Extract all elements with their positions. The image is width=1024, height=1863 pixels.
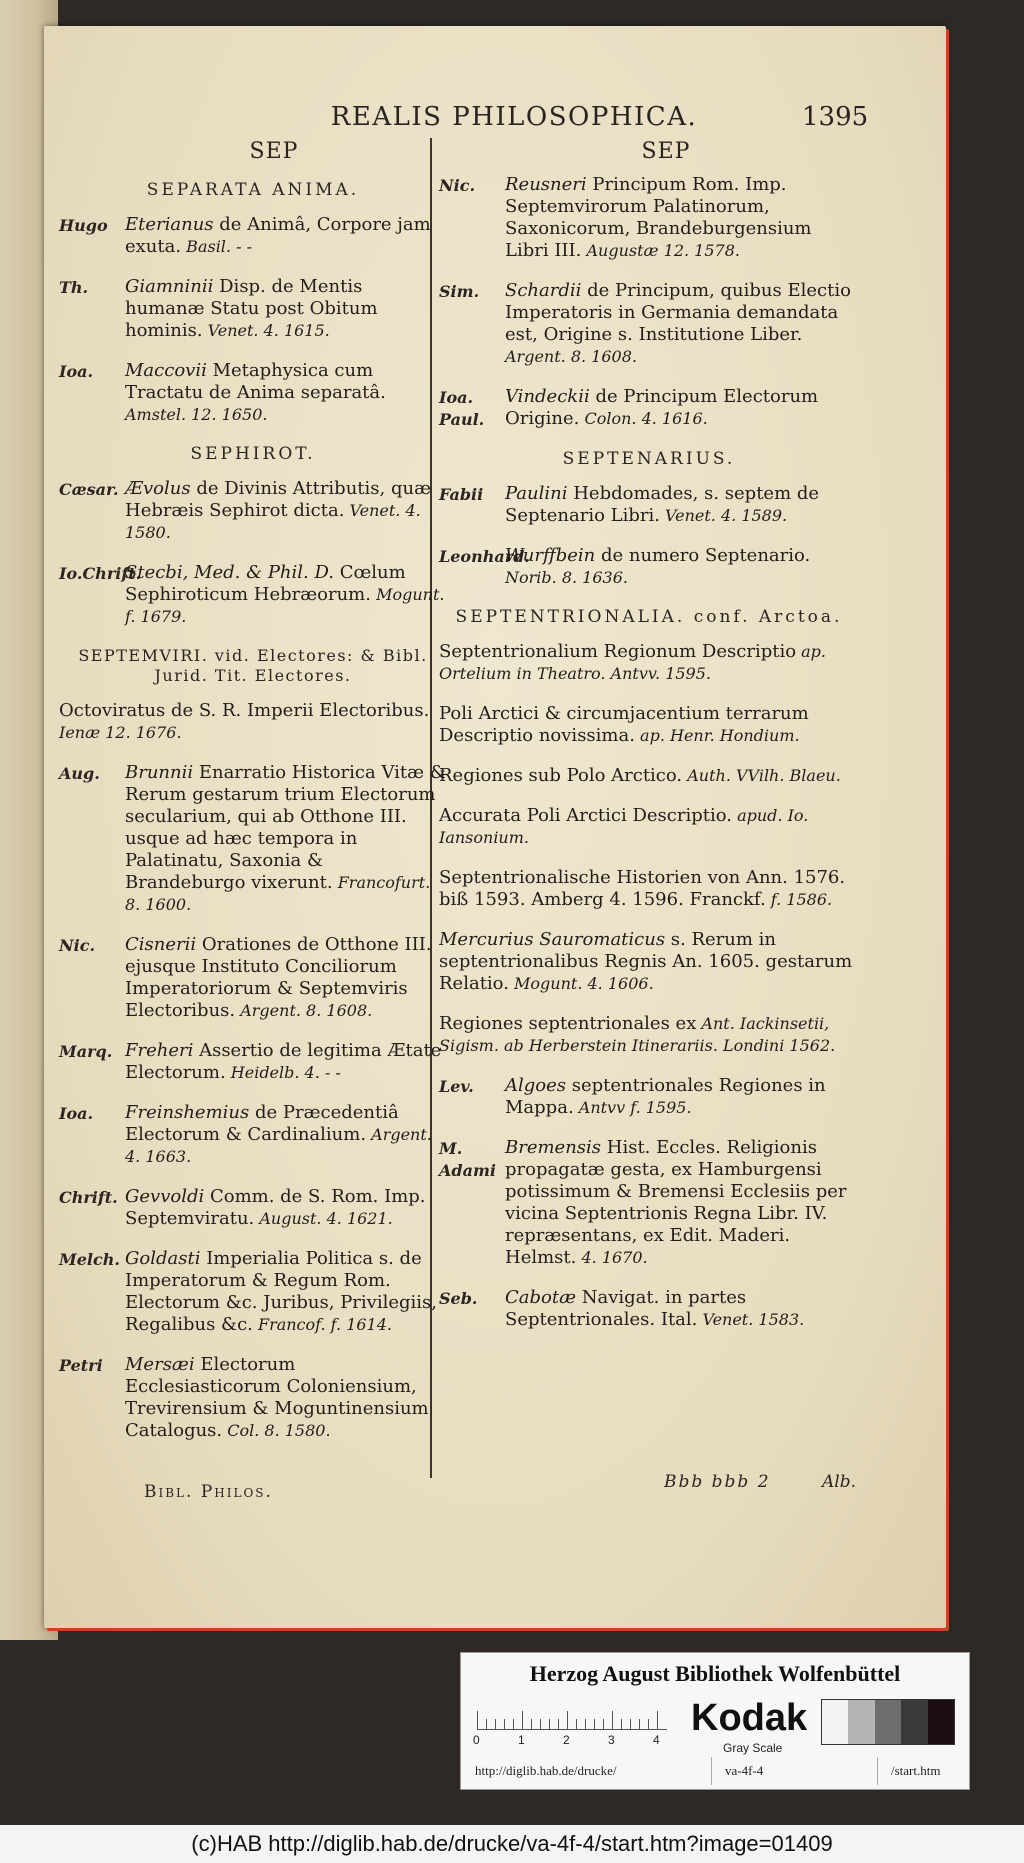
entry-text [505, 174, 859, 262]
measurement-ruler [477, 1707, 667, 1730]
section-heading: SEPTENARIUS. [562, 449, 736, 469]
entry-author: Freheri [125, 1040, 194, 1061]
entry-text [505, 1075, 859, 1119]
entry-text [125, 1102, 447, 1168]
entry-text [125, 1186, 447, 1230]
left-column [59, 174, 447, 1460]
left-column-head: SEP [249, 139, 299, 164]
entry-text [505, 1137, 859, 1269]
entry-title: de Divinis Attributis, quæ Hebræis Sephirot dicta. [125, 478, 431, 521]
ruler-tick [576, 1719, 577, 1729]
catalog-entry [439, 929, 859, 995]
entry-author: Bremensis [505, 1137, 602, 1158]
catalog-entry [59, 934, 447, 1022]
catalog-entry [59, 1248, 447, 1336]
ruler-tick [630, 1719, 631, 1729]
entry-title: Comm. de S. Rom. Imp. Septemviratu. [125, 1186, 426, 1229]
kodak-logo: Kodak [691, 1697, 808, 1739]
entry-imprint: ap. Ortelium in Theatro. Antvv. 1595. [439, 642, 826, 683]
entry-title: Poli Arctici & circumjacentium terrarum Descriptio novissima. [439, 703, 809, 746]
entry-imprint: Amstel. 12. 1650. [125, 405, 268, 424]
entry-title: Principum Rom. Imp. Septemvirorum Palatinorum, Saxonicorum, Brandeburgensium Libri III. [505, 174, 812, 261]
entry-author: Maccovii [125, 360, 207, 381]
ruler-tick [648, 1719, 649, 1729]
entry-title: Cœlum Sephiroticum Hebræorum. [125, 562, 406, 605]
ruler-tick [495, 1719, 496, 1729]
entry-forename: Hugo [59, 216, 108, 235]
catalog-entry [439, 483, 859, 527]
entry-text [439, 929, 859, 995]
entry-imprint: Argent. 8. 1608. [235, 1001, 373, 1020]
entry-title: de numero Septenario. [595, 545, 811, 566]
gray-scale-label: Gray Scale [723, 1741, 783, 1755]
entry-text [505, 1287, 859, 1331]
entry-forename: Chrift. [59, 1188, 118, 1207]
entry-forename: Fabii [439, 485, 484, 504]
entry-title: Octoviratus de S. R. Imperii Electoribus. [59, 700, 430, 721]
entry-imprint: Ienæ 12. 1676. [59, 723, 182, 742]
ruler-tick [612, 1711, 613, 1729]
catalog-entry [59, 1102, 447, 1168]
library-name: Herzog August Bibliothek Wolfenbüttel [529, 1661, 901, 1686]
ruler-tick [486, 1719, 487, 1729]
ruler-tick [558, 1719, 559, 1729]
entry-text [125, 214, 447, 258]
shelfmark: va-4f-4 [725, 1763, 764, 1778]
entry-imprint: Norib. 8. 1636. [505, 568, 628, 587]
entry-author: Brunnii [125, 762, 194, 783]
gray-swatch-patch [901, 1700, 927, 1744]
entry-forename: Cæsar. [59, 480, 119, 499]
catalog-entry [439, 805, 859, 849]
gray-scale-swatch [821, 1699, 955, 1745]
catalog-entry [59, 276, 447, 342]
entry-text [439, 867, 859, 911]
library-card [460, 1652, 970, 1790]
entry-imprint: ap. Henr. Hondium. [634, 726, 800, 745]
running-head: REALIS PHILOSOPHICA. [330, 102, 698, 132]
entry-text [125, 762, 447, 916]
entry-title: s. Rerum in septentrionalibus Regnis An. 1605. gestarum Relatio. [439, 929, 853, 994]
entry-author: Cisnerii [125, 934, 197, 955]
ruler-tick [585, 1719, 586, 1729]
gray-swatch-patch [848, 1700, 874, 1744]
ruler-label: 0 [473, 1733, 480, 1747]
entry-imprint: Venet. 4. 1580. [125, 501, 421, 542]
ruler-label: 2 [563, 1733, 570, 1747]
right-column-head: SEP [641, 139, 691, 164]
entry-title: Regiones sub Polo Arctico. [439, 765, 683, 786]
entry-title: Orationes de Otthone III. ejusque Instituto Conciliorum Imperatoriorum & Septemviris Electoribus. [125, 934, 432, 1021]
entry-forename: Aug. [59, 764, 100, 783]
catalog-entry [439, 1287, 859, 1331]
entry-forename: Ioa. [59, 1104, 94, 1123]
entry-author: Cabotæ [505, 1287, 577, 1308]
entry-forename: Melch. [59, 1250, 120, 1269]
catalog-entry [59, 1186, 447, 1230]
entry-text [439, 1013, 859, 1057]
catalog-entry [59, 700, 447, 744]
entry-forename: Th. [59, 278, 89, 297]
ruler-label: 1 [518, 1733, 525, 1747]
copyright-footer [0, 1825, 1024, 1863]
entry-text [505, 545, 859, 589]
entry-imprint: Venet. 4. 1589. [659, 506, 788, 525]
entry-title: Disp. de Mentis humanæ Statu post Obitum hominis. [125, 276, 378, 341]
entry-imprint: Venet. 1583. [697, 1310, 805, 1329]
ruler-tick [504, 1719, 505, 1729]
book-page [44, 26, 946, 1628]
entry-title: Hist. Eccles. Religionis propagatæ gesta, ex Hamburgensi potissimum & Bremensi Ecclesiis per vicina Septentrionis Regna Libr. IV. repræsentans, ex Edit. Maderi. Helmst. [505, 1137, 847, 1268]
footer-text: (c)HAB http://diglib.hab.de/drucke/va-4f-4/start.htm?image=01409 [191, 1831, 833, 1856]
entry-author: Mersæi [125, 1354, 195, 1375]
gray-swatch-patch [928, 1700, 954, 1744]
catalog-entry [439, 867, 859, 911]
entry-forename: Marq. [59, 1042, 113, 1061]
signature-gathering: Bbb bbb 2 [664, 1472, 771, 1492]
entry-author: Vindeckii [505, 386, 590, 407]
card-start-path: /start.htm [891, 1763, 941, 1778]
entry-forename: Nic. [439, 176, 476, 195]
section-heading: SEPTEMVIRI. vid. Electores: & Bibl. Jurid. Tit. Electores. [78, 646, 428, 685]
gray-swatch-patch [822, 1700, 848, 1744]
entry-text [439, 703, 859, 747]
entry-imprint: Mogunt. f. 1679. [125, 585, 445, 626]
entry-forename: M. Adami [439, 1139, 496, 1180]
entry-title: septentrionales Regiones in Mappa. [505, 1075, 826, 1118]
catalog-entry [439, 1075, 859, 1119]
entry-author: Schardii [505, 280, 582, 301]
entry-forename: Io.Chrift. [59, 564, 142, 583]
entry-text [125, 562, 447, 628]
entry-imprint: 4. 1670. [576, 1248, 648, 1267]
entry-author: Mercurius Sauromaticus [439, 929, 666, 950]
ruler-tick [477, 1711, 478, 1729]
ruler-tick [621, 1719, 622, 1729]
entry-title: Metaphysica cum Tractatu de Anima separatâ. [125, 360, 386, 403]
catalog-entry [59, 478, 447, 544]
entry-forename: Lev. [439, 1077, 474, 1096]
entry-imprint: f. 1586. [765, 890, 833, 909]
entry-author: Wurffbein [505, 545, 596, 566]
catalog-entry [439, 703, 859, 747]
entry-title: Imperialia Politica s. de Imperatorum & Regum Rom. Electorum &c. Juribus, Privilegiis, Regalibus &c. [125, 1248, 438, 1335]
catalog-entry [439, 174, 859, 262]
catalog-entry [59, 762, 447, 916]
entry-imprint: Auth. VVilh. Blaeu. [682, 766, 841, 785]
entry-imprint: Heidelb. 4. - - [225, 1063, 341, 1082]
entry-imprint: Francofurt. 8. 1600. [125, 873, 431, 914]
ruler-tick [567, 1711, 568, 1729]
gray-swatch-patch [875, 1700, 901, 1744]
entry-author: Ævolus [125, 478, 191, 499]
ruler-tick [603, 1719, 604, 1729]
catalog-entry [59, 214, 447, 258]
entry-text [125, 1040, 447, 1084]
entry-imprint: Argent. 4. 1663. [125, 1125, 432, 1166]
entry-title: Regiones septentrionales ex [439, 1013, 697, 1034]
entry-title: Electorum Ecclesiasticorum Coloniensium, Trevirensium & Moguntinensium Catalogus. [125, 1354, 429, 1441]
catalog-entry [439, 765, 859, 787]
entry-title: Hebdomades, s. septem de Septenario Libri. [505, 483, 820, 526]
catalog-entry [439, 1137, 859, 1269]
entry-text [125, 934, 447, 1022]
card-divider [877, 1757, 878, 1785]
signature-mark: Bibl. Philos. [144, 1482, 273, 1502]
entry-text [125, 478, 447, 544]
entry-author: Stecbi, Med. & Phil. D. [125, 562, 334, 583]
entry-forename: Nic. [59, 936, 96, 955]
entry-imprint: Mogunt. 4. 1606. [508, 974, 654, 993]
catchword: Alb. [822, 1472, 856, 1492]
entry-forename: Seb. [439, 1289, 478, 1308]
entry-forename: Ioa. [59, 362, 94, 381]
entry-title: Accurata Poli Arctici Descriptio. [439, 805, 732, 826]
catalog-entry [439, 386, 859, 431]
entry-title: de Animâ, Corpore jam exuta. [125, 214, 431, 257]
entry-text [439, 641, 859, 685]
entry-imprint: August. 4. 1621. [254, 1209, 393, 1228]
entry-forename: Leonhard. [439, 547, 530, 566]
entry-author: Eterianus [125, 214, 214, 235]
right-column [439, 174, 859, 1349]
entry-title: Navigat. in partes Septentrionales. Ital. [505, 1287, 747, 1330]
ruler-tick [540, 1719, 541, 1729]
entry-imprint: Francof. f. 1614. [252, 1315, 392, 1334]
page-number: 1395 [802, 102, 869, 132]
ruler-tick [594, 1719, 595, 1729]
entry-imprint: Augustæ 12. 1578. [581, 241, 740, 260]
entry-text [505, 386, 859, 430]
catalog-entry [439, 641, 859, 685]
catalog-entry [59, 562, 447, 628]
entry-imprint: Colon. 4. 1616. [579, 409, 708, 428]
entry-imprint: Basil. - - [181, 237, 252, 256]
entry-imprint: Venet. 4. 1615. [202, 321, 330, 340]
entry-text [59, 700, 447, 744]
entry-text [125, 276, 447, 342]
entry-imprint: Ant. Iackinsetii, Sigism. ab Herberstein Itinerariis. Londini 1562. [439, 1014, 836, 1055]
ruler-tick [522, 1711, 523, 1729]
ruler-tick [513, 1719, 514, 1729]
catalog-entry [439, 1013, 859, 1057]
entry-author: Freinshemius [125, 1102, 250, 1123]
ruler-tick [657, 1711, 658, 1729]
entry-forename: Ioa. Paul. [439, 388, 485, 429]
entry-forename: Sim. [439, 282, 480, 301]
entry-author: Paulini [505, 483, 568, 504]
entry-author: Reusneri [505, 174, 587, 195]
section-heading: SEPTENTRIONALIA. conf. Arctoa. [455, 607, 843, 627]
catalog-entry [439, 545, 859, 589]
entry-forename: Petri [59, 1356, 103, 1375]
entry-title: Septentrionalische Historien von Ann. 1576. biß 1593. Amberg 4. 1596. Franckf. [439, 867, 846, 910]
ruler-tick [549, 1719, 550, 1729]
entry-text [125, 1354, 447, 1442]
entry-imprint: Antvv f. 1595. [573, 1098, 692, 1117]
card-url: http://diglib.hab.de/drucke/ [475, 1763, 617, 1778]
entry-text [505, 280, 859, 368]
entry-text [125, 1248, 447, 1336]
entry-title: Enarratio Historica Vitæ & Rerum gestarum trium Electorum secularium, qui ab Otthone III. usque ad hæc tempora in Palatinatu, Saxonia & Brandeburgo vixerunt. [125, 762, 446, 893]
section-heading: SEPARATA ANIMA. [146, 180, 360, 200]
entry-title: Assertio de legitima Ætate Electorum. [125, 1040, 442, 1083]
catalog-entry [59, 1354, 447, 1442]
entry-text [439, 805, 859, 849]
ruler-label: 4 [653, 1733, 660, 1747]
entry-title: Septentrionalium Regionum Descriptio [439, 641, 797, 662]
ruler-label: 3 [608, 1733, 615, 1747]
entry-author: Goldasti [125, 1248, 201, 1269]
entry-author: Algoes [505, 1075, 567, 1096]
catalog-entry [439, 280, 859, 368]
entry-imprint: Col. 8. 1580. [222, 1421, 331, 1440]
section-heading: SEPHIROT. [190, 444, 316, 464]
ruler-tick [639, 1719, 640, 1729]
entry-text [505, 483, 859, 527]
entry-title: de Principum, quibus Electio Imperatoris in Germania demandata est, Origine s. Institutione Liber. [505, 280, 851, 345]
catalog-entry [59, 1040, 447, 1084]
entry-title: de Principum Electorum Origine. [505, 386, 819, 429]
entry-imprint: Argent. 8. 1608. [505, 347, 637, 366]
ruler-tick [531, 1719, 532, 1729]
catalog-entry [59, 360, 447, 426]
entry-author: Gevvoldi [125, 1186, 205, 1207]
entry-text [125, 360, 447, 426]
entry-author: Giamninii [125, 276, 214, 297]
entry-imprint: apud. Io. Iansonium. [439, 806, 809, 847]
entry-title: de Præcedentiâ Electorum & Cardinalium. [125, 1102, 399, 1145]
card-divider [711, 1757, 712, 1785]
entry-text [439, 765, 859, 787]
